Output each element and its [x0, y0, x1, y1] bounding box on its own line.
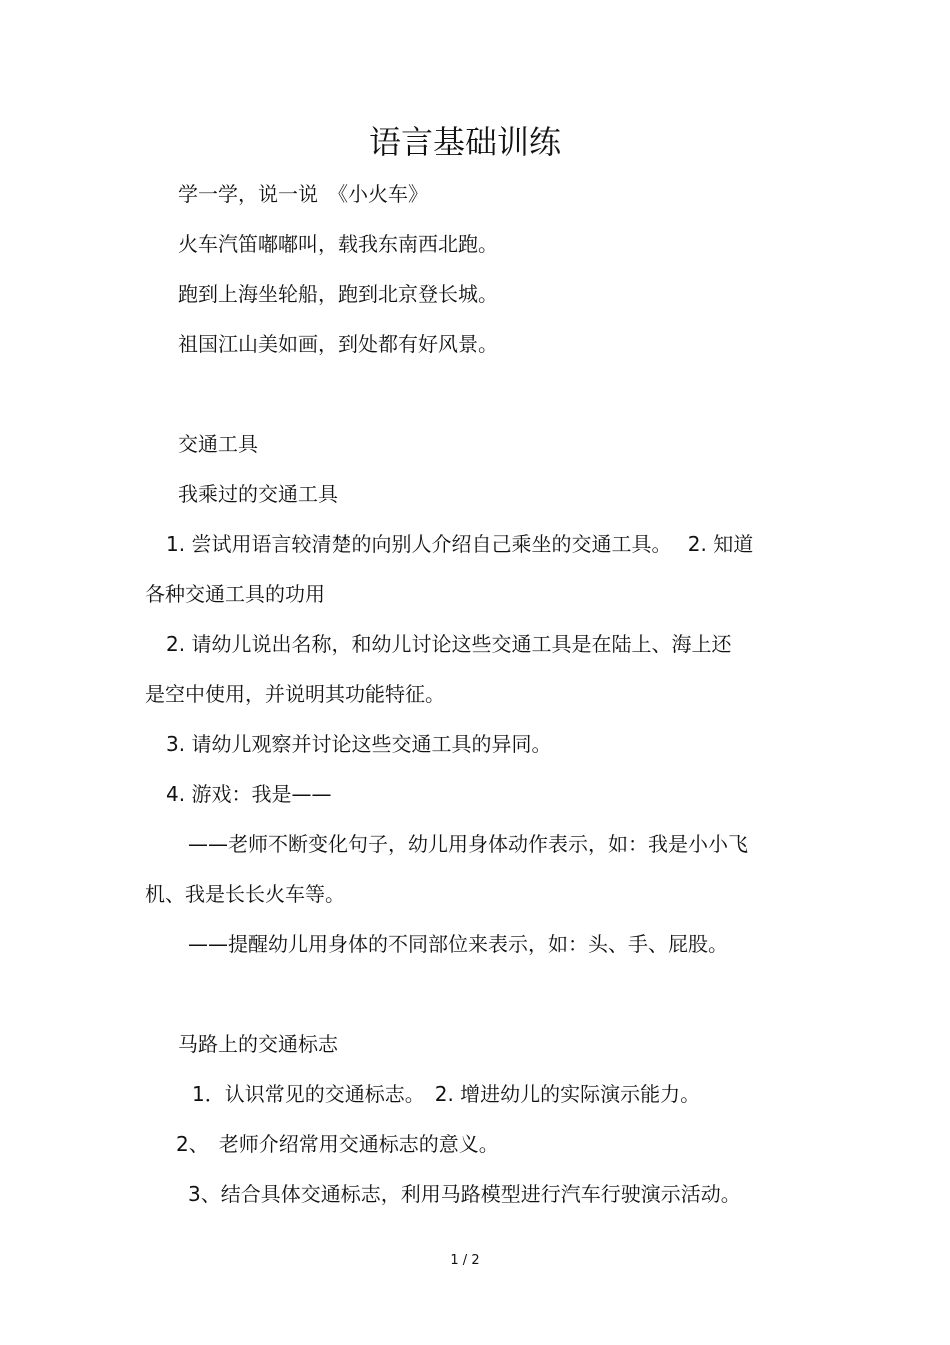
- document-title: 语言基础训练: [368, 123, 561, 161]
- poem-heading: 学一学，说一说 《小火车》: [178, 182, 428, 206]
- transport-item: ——老师不断变化句子，幼儿用身体动作表示，如：我是小小飞: [188, 832, 748, 856]
- transport-item: 1. 尝试用语言较清楚的向别人介绍自己乘坐的交通工具。 2. 知道: [166, 532, 754, 556]
- signs-item: 2、 老师介绍常用交通标志的意义。: [176, 1132, 499, 1156]
- poem-line: 火车汽笛嘟嘟叫，载我东南西北跑。: [178, 232, 498, 256]
- section-heading-signs: 马路上的交通标志: [178, 1032, 338, 1056]
- signs-item: 1．认识常见的交通标志。 2. 增进幼儿的实际演示能力。: [192, 1082, 701, 1106]
- signs-item: 3、结合具体交通标志，利用马路模型进行汽车行驶演示活动。: [188, 1182, 741, 1206]
- transport-item: 各种交通工具的功用: [145, 582, 325, 606]
- page-number: 1 / 2: [450, 1253, 480, 1268]
- transport-item: 2. 请幼儿说出名称，和幼儿讨论这些交通工具是在陆上、海上还: [166, 632, 732, 656]
- transport-item: 4. 游戏：我是——: [166, 782, 332, 806]
- transport-item: 机、我是长长火车等。: [145, 882, 345, 906]
- section-heading-transport: 交通工具: [178, 432, 258, 456]
- transport-item: 是空中使用，并说明其功能特征。: [145, 682, 445, 706]
- poem-line: 祖国江山美如画，到处都有好风景。: [178, 332, 498, 356]
- poem-line: 跑到上海坐轮船，跑到北京登长城。: [178, 282, 498, 306]
- transport-item: 3. 请幼儿观察并讨论这些交通工具的异同。: [166, 732, 552, 756]
- transport-item: ——提醒幼儿用身体的不同部位来表示，如：头、手、屁股。: [188, 932, 728, 956]
- section-subheading: 我乘过的交通工具: [178, 482, 338, 506]
